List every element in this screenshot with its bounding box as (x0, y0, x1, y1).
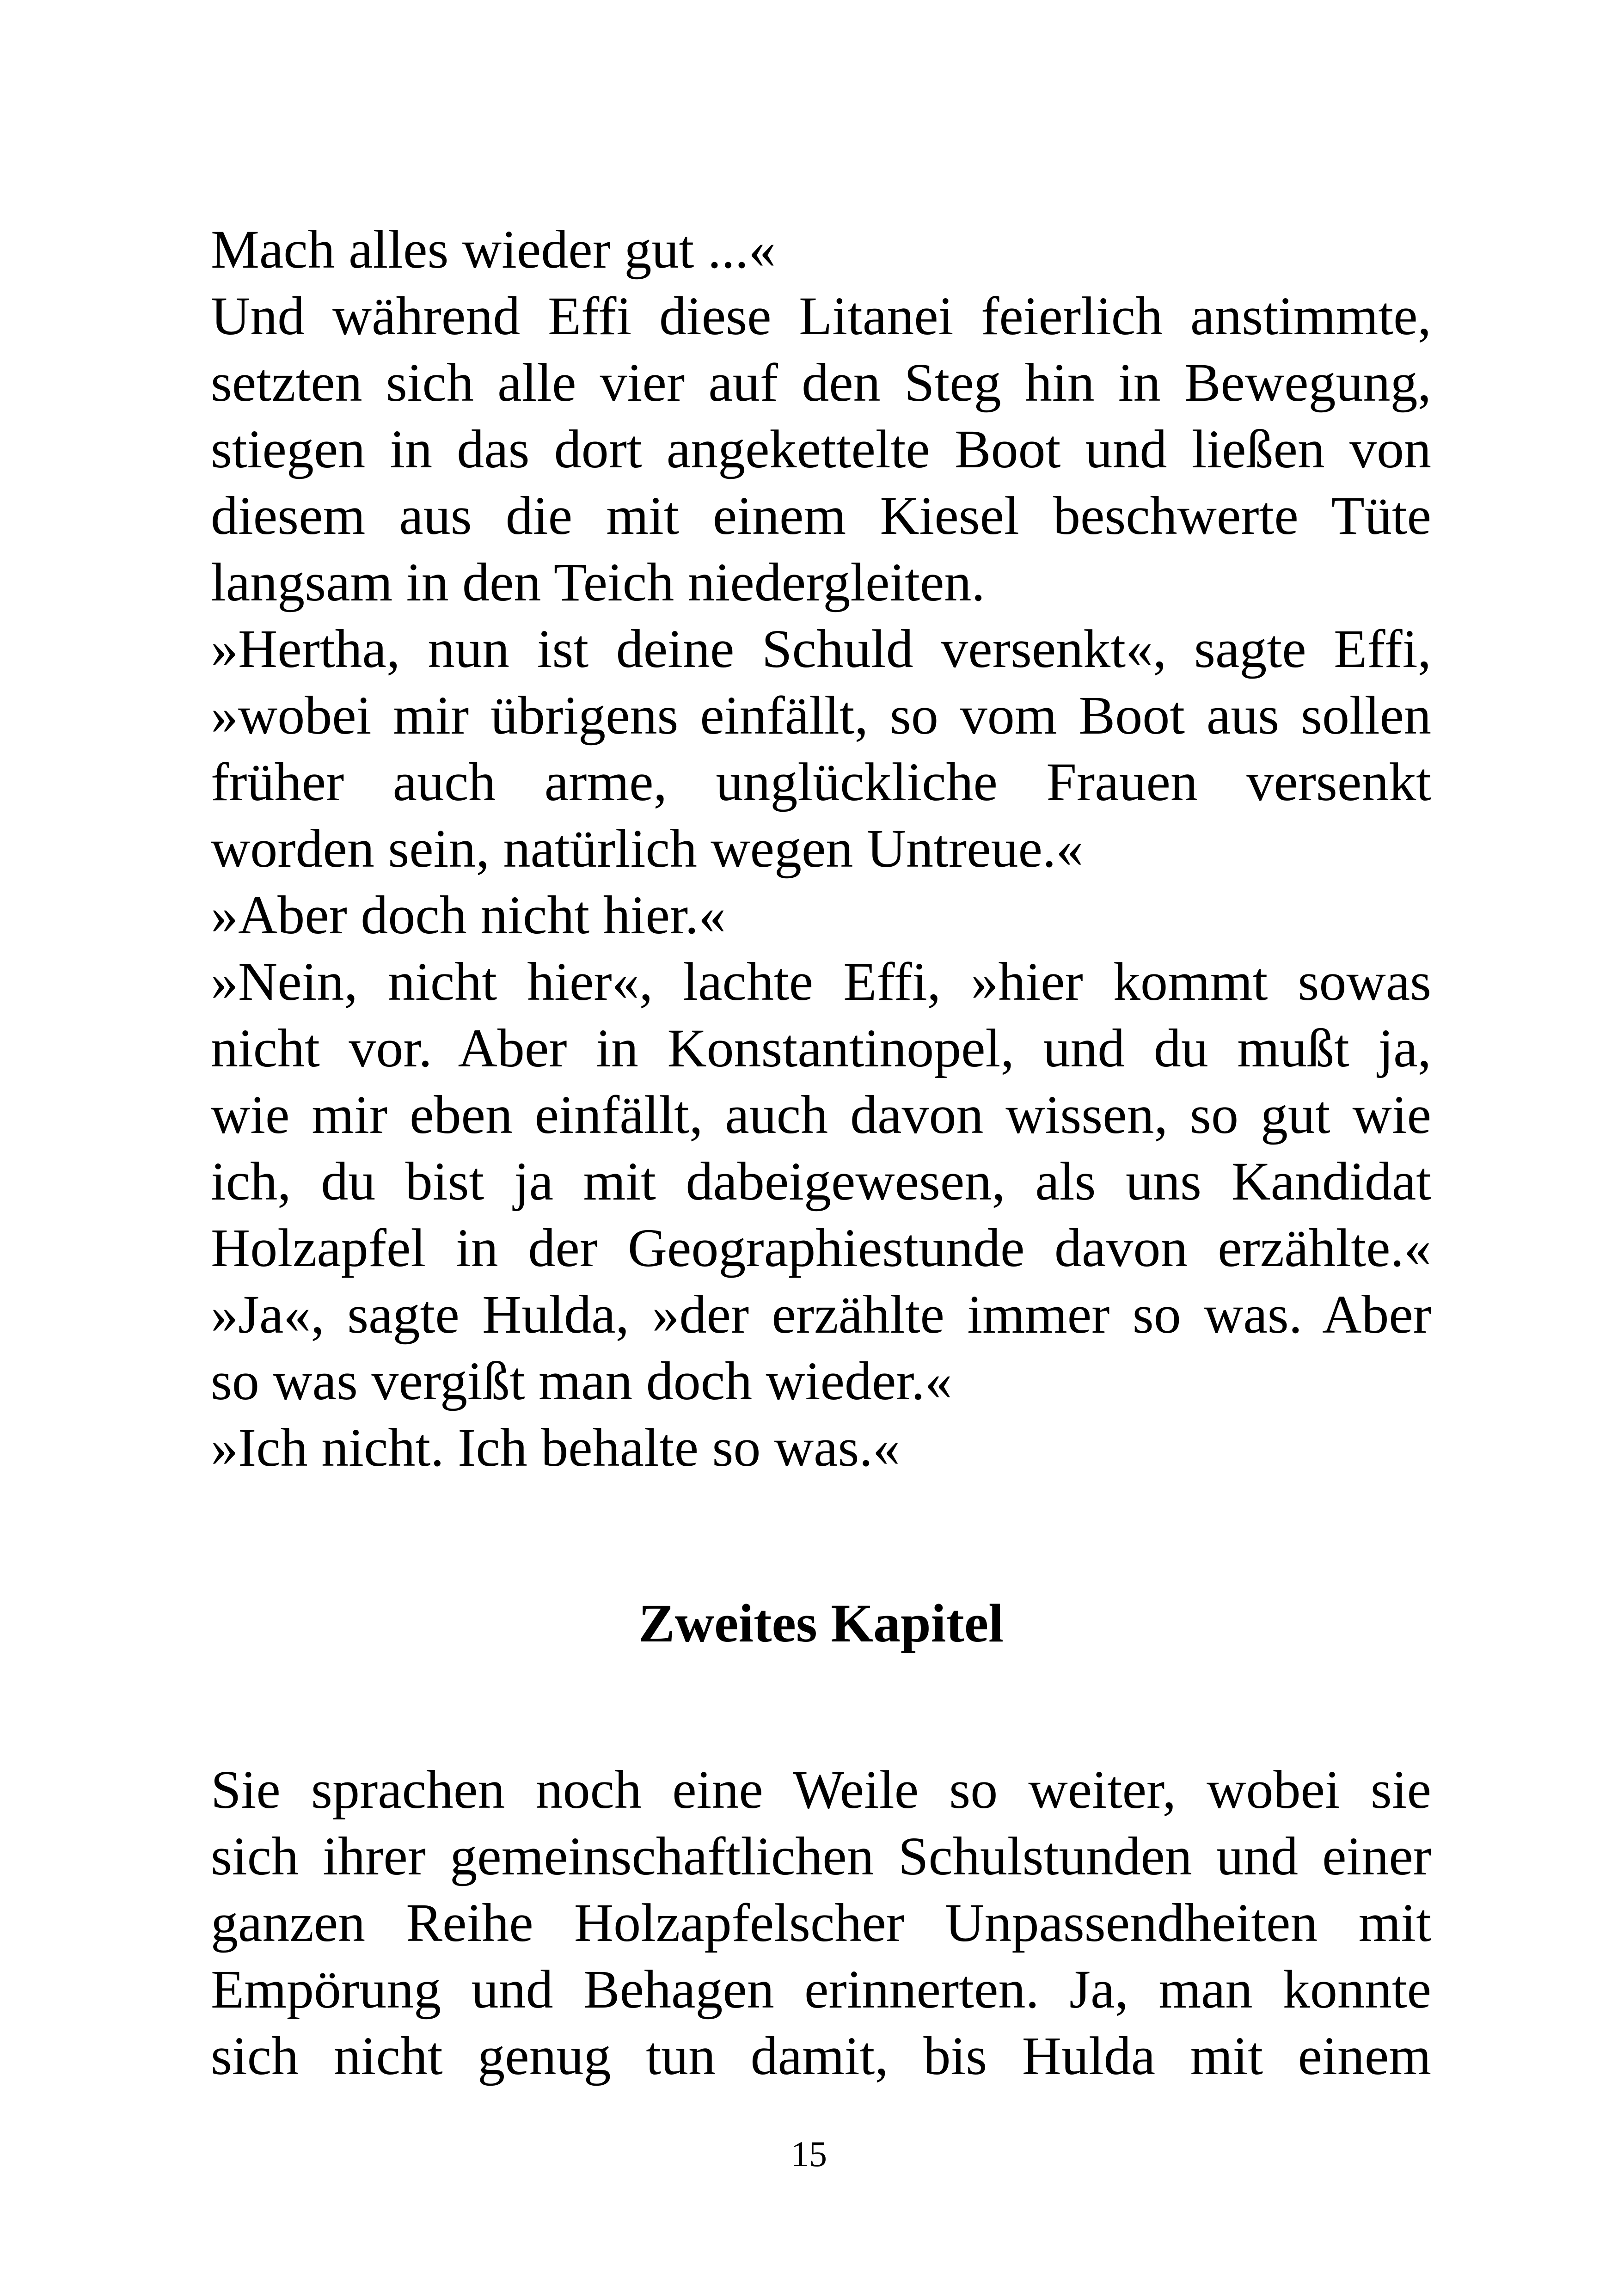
text-line: Empörung und Behagen erinnerten. Ja, man konnte (211, 1959, 1431, 2020)
paragraph-block-bottom (211, 1757, 1431, 2089)
text-line: Sie sprachen noch eine Weile so weiter, wobei sie (211, 1759, 1431, 1820)
text-line: Mach alles wieder gut ...« (211, 219, 776, 280)
text-line: »Ich nicht. Ich behalte so was.« (211, 1417, 900, 1478)
page-number: 15 (791, 2134, 827, 2174)
text-line: stiegen in das dort angekettelte Boot und ließen von (211, 419, 1431, 479)
text-line: so was vergißt man doch wieder.« (211, 1351, 952, 1411)
text-line: nicht vor. Aber in Konstantinopel, und du mußt ja, (211, 1018, 1431, 1078)
text-line: setzten sich alle vier auf den Steg hin in Bewegung, (211, 352, 1431, 413)
text-line: »Ja«, sagte Hulda, »der erzählte immer so was. Aber (211, 1284, 1431, 1345)
text-line: langsam in den Teich niedergleiten. (211, 552, 985, 612)
text-line: worden sein, natürlich wegen Untreue.« (211, 818, 1084, 879)
text-line: diesem aus die mit einem Kiesel beschwerte Tüte (211, 485, 1431, 546)
text-line: wie mir eben einfällt, auch davon wissen, so gut wie (211, 1084, 1431, 1145)
text-line: sich ihrer gemeinschaftlichen Schulstunden und einer (211, 1826, 1431, 1886)
text-line: früher auch arme, unglückliche Frauen versenkt (211, 752, 1431, 812)
text-line: Und während Effi diese Litanei feierlich anstimmte, (211, 286, 1431, 346)
text-line: »Nein, nicht hier«, lachte Effi, »hier kommt sowas (211, 951, 1431, 1012)
text-line: sich nicht genug tun damit, bis Hulda mit einem (211, 2026, 1431, 2086)
text-line: »Aber doch nicht hier.« (211, 885, 726, 945)
text-line: ich, du bist ja mit dabeigewesen, als uns Kandidat (211, 1151, 1431, 1212)
text-line: Holzapfel in der Geographiestunde davon erzählte.« (211, 1218, 1431, 1278)
text-line: ganzen Reihe Holzapfelscher Unpassendheiten mit (211, 1892, 1431, 1953)
text-line: »wobei mir übrigens einfällt, so vom Boot aus sollen (211, 685, 1431, 746)
chapter-title: Zweites Kapitel (638, 1593, 1004, 1653)
text-line: »Hertha, nun ist deine Schuld versenkt«, sagte Effi, (211, 618, 1431, 679)
paragraph-block-top (211, 216, 1431, 1481)
